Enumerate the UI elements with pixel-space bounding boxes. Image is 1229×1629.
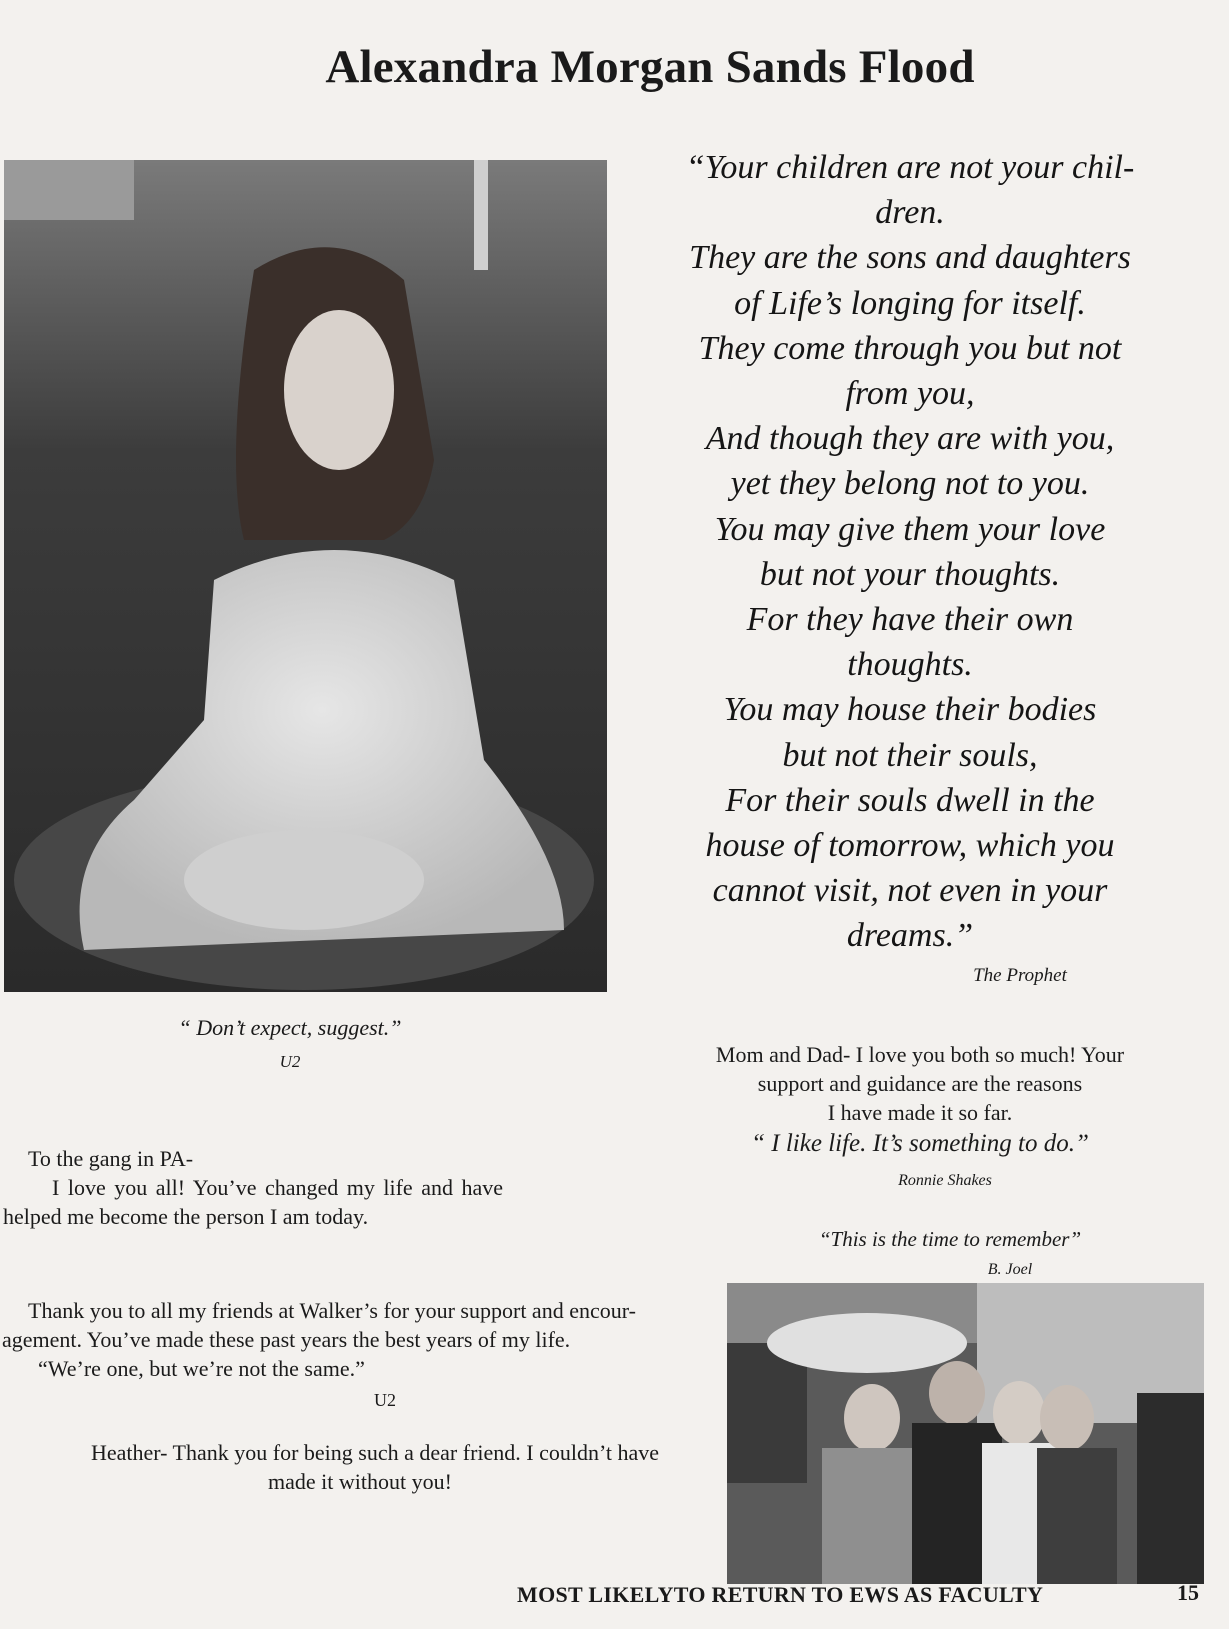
poem-line: You may give them your love bbox=[714, 510, 1106, 548]
gang-message-line: To the gang in PA- bbox=[28, 1146, 194, 1171]
heather-message-line: Heather- Thank you for being such a dear friend. I couldn’t have bbox=[90, 1440, 660, 1465]
poem-line: yet they belong not to you. bbox=[730, 465, 1090, 503]
poem-line: dren. bbox=[875, 194, 945, 232]
superlative-caption: MOST LIKELYTO RETURN TO EWS AS FACULTY bbox=[517, 1582, 1044, 1607]
portrait-quote: “ Don’t expect, suggest.” bbox=[178, 1015, 402, 1040]
parents-message-line: I have made it so far. bbox=[827, 1100, 1013, 1125]
heather-message bbox=[0, 1438, 720, 1496]
page-title: Alexandra Morgan Sands Flood bbox=[325, 41, 975, 93]
parents-quote: “ I like life. It’s something to do.” bbox=[751, 1130, 1089, 1157]
poem-line: from you, bbox=[845, 375, 975, 413]
walkers-message-line: agement. You’ve made these past years the best years of my life. bbox=[2, 1327, 571, 1352]
parents-quote-attribution: Ronnie Shakes bbox=[898, 1172, 992, 1189]
walkers-message-line: Thank you to all my friends at Walker’s for your support and encour- bbox=[28, 1298, 636, 1323]
gang-message-line: I love you all! You’ve changed my life and have bbox=[52, 1175, 503, 1200]
gang-message-line: helped me become the person I am today. bbox=[3, 1204, 369, 1229]
poem-line: but not your thoughts. bbox=[759, 555, 1061, 593]
parents-message-line: Mom and Dad- I love you both so much! Your bbox=[715, 1042, 1125, 1067]
poem-line: “Your children are not your chil- bbox=[685, 149, 1135, 186]
heather-message-line: made it without you! bbox=[268, 1469, 452, 1494]
poem-line: dreams.” bbox=[846, 917, 974, 955]
portrait-photo bbox=[4, 160, 607, 992]
poem-line: They are the sons and daughters bbox=[689, 239, 1131, 277]
poem-attribution: The Prophet bbox=[973, 965, 1067, 986]
poem-line: house of tomorrow, which you bbox=[705, 827, 1115, 865]
walkers-message bbox=[0, 1296, 720, 1383]
parents-message-line: support and guidance are the reasons bbox=[757, 1071, 1083, 1096]
poem-line: but not their souls, bbox=[782, 736, 1038, 774]
portrait-quote-attribution: U2 bbox=[279, 1052, 301, 1071]
poem-line: And though they are with you, bbox=[705, 420, 1115, 458]
poem-line: For they have their own bbox=[746, 601, 1074, 639]
group-photo bbox=[727, 1283, 1204, 1584]
joel-quote-attribution: B. Joel bbox=[987, 1261, 1033, 1278]
poem-line: For their souls dwell in the bbox=[725, 781, 1095, 819]
parents-message bbox=[660, 1040, 1180, 1158]
prophet-poem bbox=[640, 145, 1180, 959]
poem-line: of Life’s longing for itself. bbox=[734, 284, 1086, 322]
page-number: 15 bbox=[1177, 1580, 1199, 1605]
poem-line: They come through you but not bbox=[698, 329, 1122, 367]
walkers-quote-attribution: U2 bbox=[374, 1390, 396, 1410]
poem-line: cannot visit, not even in your bbox=[712, 872, 1108, 910]
poem-line: You may house their bodies bbox=[723, 691, 1097, 729]
gang-message bbox=[0, 1144, 590, 1231]
joel-quote: “This is the time to remember” bbox=[818, 1227, 1082, 1251]
poem-line: thoughts. bbox=[847, 646, 973, 684]
walkers-message-line: “We’re one, but we’re not the same.” bbox=[38, 1356, 365, 1381]
